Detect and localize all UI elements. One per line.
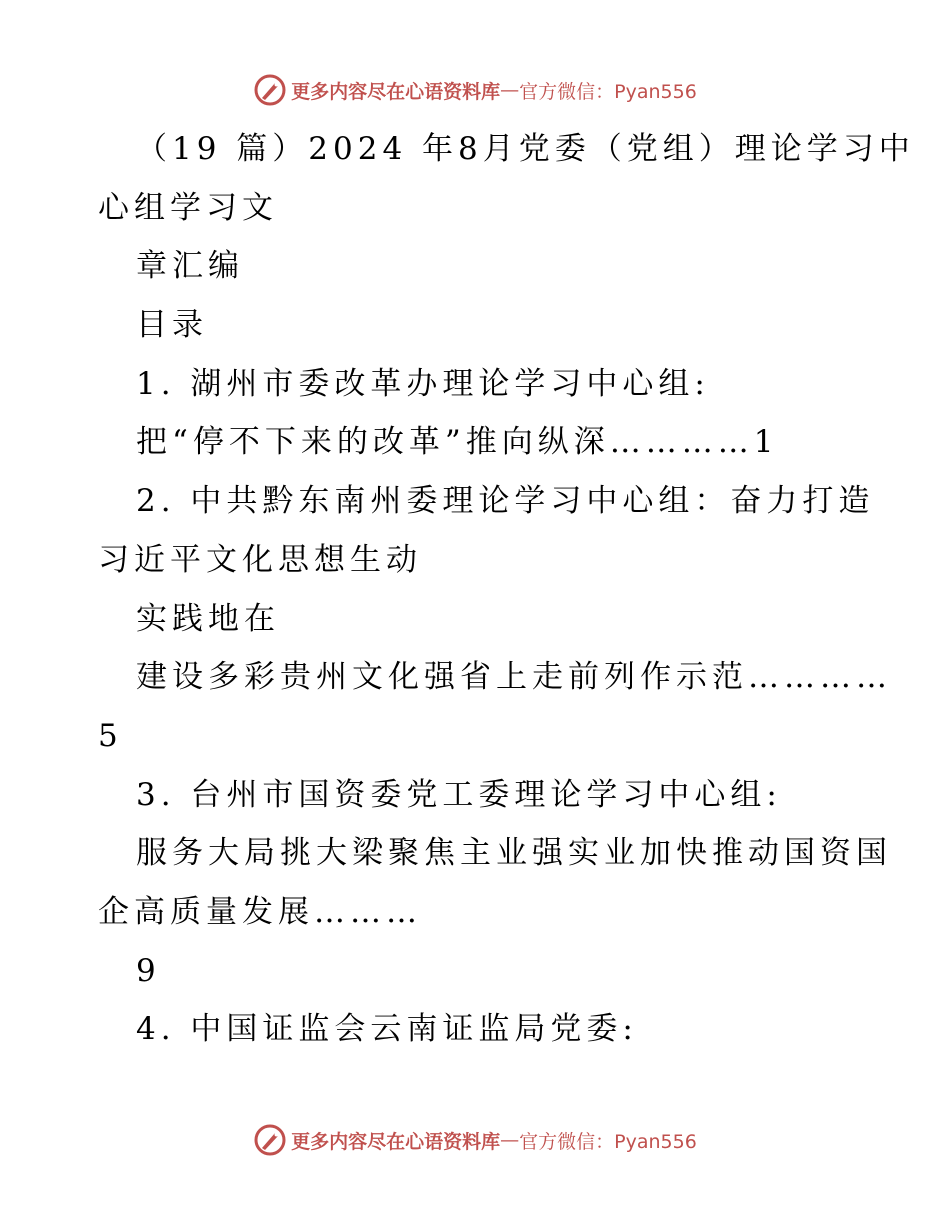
document-body: [98, 120, 915, 1059]
toc-item-2-subtitle: 建设多彩贵州文化强省上走前列作示范…………: [136, 659, 892, 696]
pen-logo-icon: [253, 73, 287, 107]
toc-item-3-subtitle-cont: 企高质量发展………: [98, 893, 422, 930]
toc-item-2-page: 5: [98, 717, 123, 754]
toc-item-1-subtitle: 把“停不下来的改革”推向纵深…………1: [136, 424, 779, 461]
watermark-separator: —: [500, 79, 520, 101]
doc-title-line-2: 心组学习文: [98, 189, 278, 226]
toc-item-3-subtitle: 服务大局挑大梁聚焦主业强实业加快推动国资国: [136, 835, 892, 872]
toc-item-2-title: 2. 中共黔东南州委理论学习中心组：奋力打造: [136, 483, 875, 520]
header-watermark: [0, 70, 950, 110]
pen-logo-icon: [253, 1123, 287, 1157]
toc-item-2-title-cont-2: 实践地在: [136, 600, 280, 637]
doc-title-line-1: （19 篇）2024 年8月党委（党组）理论学习中: [136, 131, 915, 167]
watermark-separator: —: [500, 1129, 520, 1151]
toc-item-2-title-cont: 习近平文化思想生动: [98, 541, 422, 578]
footer-watermark: [0, 1120, 950, 1160]
toc-item-4-title: 4. 中国证监会云南证监局党委:: [136, 1011, 638, 1048]
toc-heading: 目录: [136, 307, 208, 344]
doc-title-line-3: 章汇编: [136, 248, 244, 285]
watermark-brand: 更多内容尽在心语资料库: [291, 80, 501, 103]
watermark-brand: 更多内容尽在心语资料库: [291, 1130, 501, 1153]
toc-item-3-page: 9: [136, 952, 161, 989]
toc-item-1-title: 1. 湖州市委改革办理论学习中心组:: [136, 365, 710, 402]
toc-item-3-title: 3. 台州市国资委党工委理论学习中心组:: [136, 776, 782, 813]
watermark-wechat: 官方微信：Pyan556: [519, 80, 697, 103]
watermark-wechat: 官方微信：Pyan556: [519, 1130, 697, 1153]
